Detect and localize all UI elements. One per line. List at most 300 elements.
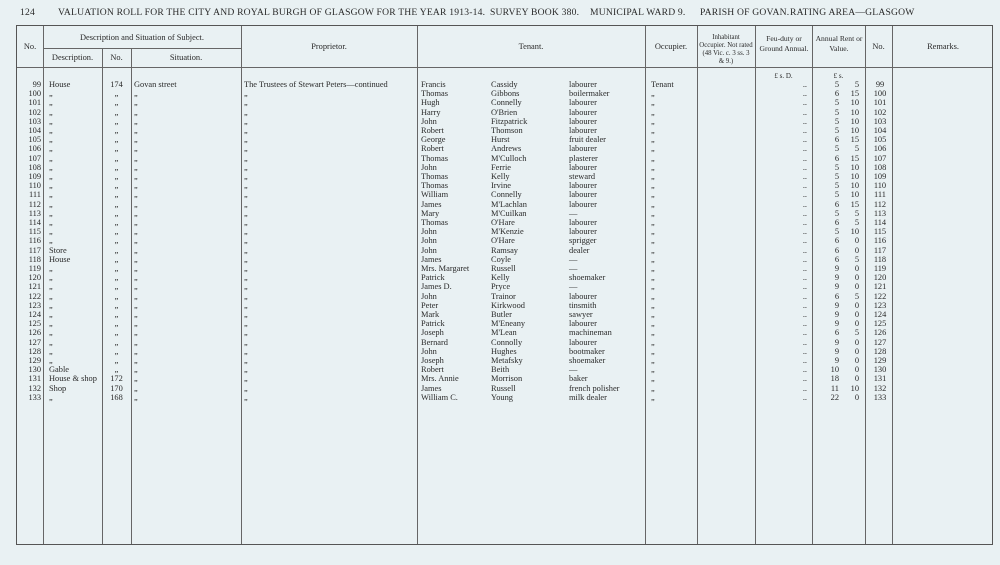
row-description: „ bbox=[49, 89, 53, 99]
row-occupier: „ bbox=[651, 356, 655, 365]
row-rent-pounds: 9 bbox=[834, 337, 839, 347]
row-situation: „ bbox=[134, 291, 138, 301]
row-situation: „ bbox=[134, 245, 138, 255]
row-tenant-last: Fitzpatrick bbox=[491, 116, 528, 126]
row-feu: .. bbox=[802, 227, 807, 237]
row-no: 104 bbox=[28, 126, 41, 135]
row-rent-shillings: 0 bbox=[854, 319, 859, 329]
row-situation: „ bbox=[134, 392, 138, 402]
row-rent-pounds: 5 bbox=[834, 227, 839, 237]
row-tenant-trade: fruit dealer bbox=[569, 135, 606, 145]
row-rent-pounds: 5 bbox=[834, 98, 839, 108]
row-description: „ bbox=[49, 273, 53, 283]
row-subno: „ bbox=[114, 310, 119, 319]
row-rent-shillings: 5 bbox=[854, 328, 859, 338]
row-tenant-first: Mrs. Margaret bbox=[421, 264, 470, 273]
row-tenant-trade: — bbox=[569, 254, 578, 264]
row-feu: .. bbox=[802, 356, 807, 365]
row-tenant-last: Kelly bbox=[491, 172, 510, 181]
row-tenant-first: William bbox=[421, 190, 449, 200]
row-no-right: 128 bbox=[873, 346, 887, 356]
row-description: „ bbox=[49, 135, 53, 145]
row-no-right: 107 bbox=[873, 153, 887, 163]
row-subno: „ bbox=[114, 181, 119, 191]
row-rent-pounds: 6 bbox=[834, 199, 839, 209]
row-rent-shillings: 10 bbox=[850, 116, 859, 126]
row-no-right: 114 bbox=[873, 218, 887, 227]
row-occupier: „ bbox=[651, 337, 655, 347]
row-proprietor: „ bbox=[244, 392, 248, 402]
col-desc-group: Description and Situation of Subject. bbox=[80, 33, 204, 42]
row-description: „ bbox=[49, 328, 53, 338]
row-tenant-last: Trainor bbox=[491, 291, 516, 301]
row-tenant-last: O'Hare bbox=[491, 236, 515, 246]
row-tenant-last: Butler bbox=[491, 310, 512, 319]
row-situation: „ bbox=[134, 135, 138, 145]
row-description: „ bbox=[49, 227, 53, 237]
row-situation: „ bbox=[134, 199, 138, 209]
row-feu: .. bbox=[802, 264, 807, 273]
row-tenant-trade: plasterer bbox=[569, 153, 598, 163]
row-description: House bbox=[49, 80, 71, 89]
row-proprietor: „ bbox=[244, 300, 248, 310]
row-tenant-first: Patrick bbox=[421, 273, 445, 283]
row-rent-pounds: 6 bbox=[834, 218, 839, 227]
row-subno: „ bbox=[114, 172, 119, 181]
row-subno: „ bbox=[114, 282, 119, 292]
valuation-table bbox=[16, 25, 993, 545]
row-occupier: „ bbox=[651, 144, 655, 154]
row-occupier: „ bbox=[651, 227, 655, 237]
row-no: 112 bbox=[28, 199, 41, 209]
row-tenant-first: Mary bbox=[421, 208, 440, 218]
row-description: „ bbox=[49, 190, 53, 200]
row-tenant-last: M'Lean bbox=[491, 328, 517, 338]
row-description: „ bbox=[49, 98, 53, 108]
row-tenant-first: James bbox=[421, 383, 442, 393]
row-tenant-trade: labourer bbox=[569, 181, 597, 191]
row-no: 107 bbox=[28, 153, 41, 163]
row-tenant-trade: labourer bbox=[569, 218, 597, 227]
row-tenant-last: Kelly bbox=[491, 273, 510, 283]
row-occupier: „ bbox=[651, 245, 655, 255]
row-occupier: „ bbox=[651, 218, 655, 227]
row-situation: „ bbox=[134, 116, 138, 126]
row-proprietor: „ bbox=[244, 282, 248, 292]
row-rent-shillings: 15 bbox=[850, 199, 859, 209]
col-tenant: Tenant. bbox=[518, 42, 544, 51]
row-rent-pounds: 9 bbox=[834, 310, 839, 319]
row-situation: „ bbox=[134, 273, 138, 283]
row-rent-shillings: 5 bbox=[854, 291, 859, 301]
row-tenant-first: Thomas bbox=[421, 181, 448, 191]
row-rent-shillings: 0 bbox=[854, 282, 859, 292]
row-rent-shillings: 10 bbox=[850, 162, 859, 172]
row-rent-pounds: 22 bbox=[830, 392, 839, 402]
row-situation: „ bbox=[134, 319, 138, 329]
row-situation: „ bbox=[134, 356, 138, 365]
row-no: 119 bbox=[28, 264, 41, 273]
row-situation: „ bbox=[134, 172, 138, 181]
row-occupier: „ bbox=[651, 190, 655, 200]
row-no-right: 125 bbox=[873, 319, 887, 329]
row-tenant-first: Thomas bbox=[421, 172, 448, 181]
col-feu-duty: Feu-duty or Ground Annual. bbox=[759, 34, 809, 53]
row-no: 113 bbox=[28, 208, 41, 218]
row-tenant-last: Gibbons bbox=[491, 89, 520, 99]
row-subno: „ bbox=[114, 208, 119, 218]
row-subno: „ bbox=[114, 254, 119, 264]
row-description: Shop bbox=[49, 383, 67, 393]
row-situation: „ bbox=[134, 346, 138, 356]
row-feu: .. bbox=[802, 172, 807, 181]
row-subno: „ bbox=[114, 356, 119, 365]
row-no-right: 104 bbox=[873, 126, 887, 135]
row-no: 109 bbox=[28, 172, 41, 181]
row-occupier: „ bbox=[651, 282, 655, 292]
row-no: 128 bbox=[28, 346, 41, 356]
row-situation: „ bbox=[134, 162, 138, 172]
row-proprietor: „ bbox=[244, 337, 248, 347]
row-no: 99 bbox=[32, 80, 41, 89]
row-no-right: 126 bbox=[873, 328, 887, 338]
row-description: „ bbox=[49, 172, 53, 181]
col-situation: Situation. bbox=[169, 53, 203, 62]
row-rent-shillings: 0 bbox=[854, 337, 859, 347]
row-feu: .. bbox=[802, 300, 807, 310]
row-rent-shillings: 0 bbox=[854, 346, 859, 356]
row-situation: „ bbox=[134, 365, 138, 375]
row-occupier: „ bbox=[651, 300, 655, 310]
row-tenant-trade: labourer bbox=[569, 98, 597, 108]
row-feu: .. bbox=[802, 190, 807, 200]
col-occupier: Occupier. bbox=[654, 42, 688, 51]
row-subno: „ bbox=[114, 337, 119, 347]
row-tenant-first: Patrick bbox=[421, 319, 445, 329]
row-subno: „ bbox=[114, 135, 119, 145]
row-occupier: „ bbox=[651, 153, 655, 163]
row-occupier: „ bbox=[651, 365, 655, 375]
row-tenant-last: Andrews bbox=[491, 144, 522, 154]
row-tenant-last: Connelly bbox=[491, 190, 522, 200]
row-no-right: 132 bbox=[873, 383, 887, 393]
row-tenant-first: George bbox=[421, 135, 446, 145]
row-no-right: 108 bbox=[873, 162, 887, 172]
row-subno: „ bbox=[114, 365, 119, 375]
row-occupier: „ bbox=[651, 135, 655, 145]
row-tenant-trade: baker bbox=[569, 374, 588, 384]
row-subno: „ bbox=[114, 273, 119, 283]
row-rent-pounds: 6 bbox=[834, 236, 839, 246]
row-no-right: 101 bbox=[873, 98, 887, 108]
row-subno: „ bbox=[114, 328, 119, 338]
row-rent-shillings: 0 bbox=[854, 356, 859, 365]
row-situation: Govan street bbox=[134, 80, 177, 89]
row-proprietor: „ bbox=[244, 383, 248, 393]
row-no-right: 102 bbox=[873, 107, 887, 117]
row-no-right: 120 bbox=[873, 273, 887, 283]
row-tenant-trade: labourer bbox=[569, 144, 597, 154]
row-subno: „ bbox=[114, 199, 119, 209]
row-rent-shillings: 10 bbox=[850, 181, 859, 191]
row-subno: 168 bbox=[110, 392, 123, 402]
row-occupier: „ bbox=[651, 254, 655, 264]
row-feu: .. bbox=[802, 98, 807, 108]
row-no-right: 111 bbox=[874, 190, 886, 200]
row-description: „ bbox=[49, 199, 53, 209]
row-tenant-trade: labourer bbox=[569, 291, 597, 301]
row-rent-pounds: 5 bbox=[834, 181, 839, 191]
row-tenant-last: Metafsky bbox=[491, 356, 523, 365]
row-proprietor: „ bbox=[244, 365, 248, 375]
row-tenant-first: Thomas bbox=[421, 153, 448, 163]
row-no: 122 bbox=[28, 291, 41, 301]
row-occupier: „ bbox=[651, 374, 655, 384]
row-feu: .. bbox=[802, 89, 807, 99]
row-no: 127 bbox=[28, 337, 41, 347]
row-feu: .. bbox=[802, 254, 807, 264]
row-subno: „ bbox=[114, 346, 119, 356]
row-rent-shillings: 0 bbox=[854, 310, 859, 319]
row-occupier: „ bbox=[651, 310, 655, 319]
row-no-right: 112 bbox=[873, 199, 887, 209]
row-tenant-trade: — bbox=[569, 282, 578, 292]
col-no: No. bbox=[23, 42, 37, 51]
row-rent-pounds: 10 bbox=[830, 365, 839, 375]
row-rent-shillings: 10 bbox=[850, 383, 859, 393]
row-situation: „ bbox=[134, 153, 138, 163]
row-rent-shillings: 0 bbox=[854, 365, 859, 375]
row-tenant-trade: sprigger bbox=[569, 236, 597, 246]
row-no: 117 bbox=[28, 245, 41, 255]
row-rent-shillings: 0 bbox=[854, 245, 859, 255]
row-tenant-first: John bbox=[421, 116, 437, 126]
col-proprietor: Proprietor. bbox=[311, 42, 347, 51]
row-rent-pounds: 9 bbox=[834, 356, 839, 365]
row-tenant-last: M'Lachlan bbox=[491, 199, 527, 209]
row-feu: .. bbox=[802, 162, 807, 172]
row-feu: .. bbox=[802, 273, 807, 283]
row-no: 132 bbox=[28, 383, 41, 393]
row-no: 108 bbox=[28, 162, 41, 172]
row-feu: .. bbox=[802, 392, 807, 402]
row-rent-pounds: 5 bbox=[834, 162, 839, 172]
row-occupier: „ bbox=[651, 162, 655, 172]
row-tenant-last: Ramsay bbox=[491, 245, 518, 255]
row-no-right: 122 bbox=[873, 291, 887, 301]
row-feu: .. bbox=[802, 282, 807, 292]
row-no-right: 117 bbox=[873, 245, 887, 255]
row-occupier: „ bbox=[651, 392, 655, 402]
row-subno: „ bbox=[114, 98, 119, 108]
row-proprietor: „ bbox=[244, 116, 248, 126]
row-rent-pounds: 6 bbox=[834, 291, 839, 301]
row-feu: .. bbox=[802, 245, 807, 255]
row-proprietor: „ bbox=[244, 218, 248, 227]
row-situation: „ bbox=[134, 107, 138, 117]
row-feu: .. bbox=[802, 80, 807, 89]
row-tenant-last: O'Hare bbox=[491, 218, 515, 227]
row-subno: „ bbox=[114, 89, 119, 99]
row-description: „ bbox=[49, 346, 53, 356]
row-feu: .. bbox=[802, 144, 807, 154]
row-occupier: „ bbox=[651, 98, 655, 108]
row-no-right: 121 bbox=[873, 282, 887, 292]
row-no: 121 bbox=[28, 282, 41, 292]
row-tenant-last: M'Eneany bbox=[491, 319, 526, 329]
row-rent-pounds: 5 bbox=[834, 190, 839, 200]
row-proprietor: „ bbox=[244, 135, 248, 145]
row-occupier: „ bbox=[651, 264, 655, 273]
row-description: „ bbox=[49, 319, 53, 329]
col-inhabitant: Inhabitant Occupier. Not rated (48 Vic. c. 3 ss. 3 & 9.) bbox=[699, 34, 753, 65]
row-description: House & shop bbox=[49, 374, 97, 384]
row-tenant-last: Kirkwood bbox=[491, 300, 525, 310]
row-occupier: „ bbox=[651, 383, 655, 393]
row-tenant-first: Thomas bbox=[421, 218, 448, 227]
row-no-right: 99 bbox=[875, 80, 885, 89]
row-no-right: 105 bbox=[873, 135, 887, 145]
row-no: 116 bbox=[28, 236, 41, 246]
row-description: Gable bbox=[49, 365, 69, 375]
row-no: 105 bbox=[28, 135, 41, 145]
row-no: 102 bbox=[28, 107, 41, 117]
row-tenant-last: Coyle bbox=[491, 254, 512, 264]
row-feu: .. bbox=[802, 291, 807, 301]
row-tenant-first: John bbox=[421, 236, 437, 246]
row-no-right: 116 bbox=[873, 236, 887, 246]
row-tenant-trade: labourer bbox=[569, 80, 597, 89]
row-tenant-first: Mark bbox=[421, 310, 440, 319]
row-subno: „ bbox=[114, 291, 119, 301]
col-annual-rent: Annual Rent or Value. bbox=[815, 34, 863, 53]
row-occupier: „ bbox=[651, 328, 655, 338]
row-description: „ bbox=[49, 162, 53, 172]
row-rent-shillings: 10 bbox=[850, 126, 859, 135]
row-subno: „ bbox=[114, 162, 119, 172]
row-occupier: „ bbox=[651, 199, 655, 209]
row-tenant-trade: labourer bbox=[569, 116, 597, 126]
row-no: 133 bbox=[28, 392, 41, 402]
row-proprietor: „ bbox=[244, 273, 248, 283]
row-subno: 174 bbox=[110, 80, 123, 89]
row-tenant-last: Connolly bbox=[491, 337, 523, 347]
rent-units: £ s. bbox=[833, 72, 844, 80]
row-rent-pounds: 6 bbox=[834, 153, 839, 163]
row-rent-pounds: 9 bbox=[834, 282, 839, 292]
row-tenant-first: Robert bbox=[421, 126, 444, 135]
row-no-right: 113 bbox=[873, 208, 887, 218]
row-tenant-last: Beith bbox=[491, 365, 510, 375]
row-rent-pounds: 5 bbox=[834, 107, 839, 117]
row-feu: .. bbox=[802, 181, 807, 191]
row-no-right: 119 bbox=[873, 264, 887, 273]
row-rent-shillings: 15 bbox=[850, 153, 859, 163]
row-situation: „ bbox=[134, 254, 138, 264]
row-no: 123 bbox=[28, 300, 41, 310]
row-situation: „ bbox=[134, 190, 138, 200]
row-subno: 170 bbox=[110, 383, 123, 393]
row-description: „ bbox=[49, 181, 53, 191]
row-proprietor: „ bbox=[244, 208, 248, 218]
row-description: House bbox=[49, 254, 71, 264]
row-description: „ bbox=[49, 116, 53, 126]
row-description: „ bbox=[49, 337, 53, 347]
col-subno: No. bbox=[110, 53, 123, 62]
row-tenant-trade: labourer bbox=[569, 227, 597, 237]
row-feu: .. bbox=[802, 319, 807, 329]
row-rent-shillings: 10 bbox=[850, 107, 859, 117]
roll-title: VALUATION ROLL FOR THE CITY AND ROYAL BURGH OF GLASGOW FOR THE YEAR 1913-14. bbox=[58, 7, 486, 18]
row-tenant-trade: labourer bbox=[569, 107, 597, 117]
row-tenant-trade: labourer bbox=[569, 190, 597, 200]
row-no: 110 bbox=[28, 181, 41, 191]
row-proprietor: „ bbox=[244, 144, 248, 154]
row-situation: „ bbox=[134, 227, 138, 237]
row-feu: .. bbox=[802, 337, 807, 347]
row-tenant-last: O'Brien bbox=[491, 107, 518, 117]
row-no-right: 130 bbox=[873, 365, 887, 375]
row-subno: „ bbox=[114, 190, 119, 200]
row-no: 124 bbox=[28, 310, 41, 319]
row-proprietor: The Trustees of Stewart Peters—continued bbox=[244, 80, 388, 89]
row-feu: .. bbox=[802, 135, 807, 145]
row-tenant-last: Pryce bbox=[491, 282, 511, 292]
row-proprietor: „ bbox=[244, 254, 248, 264]
row-no: 114 bbox=[28, 218, 41, 227]
row-feu: .. bbox=[802, 236, 807, 246]
row-occupier: „ bbox=[651, 126, 655, 135]
row-rent-shillings: 10 bbox=[850, 98, 859, 108]
row-feu: .. bbox=[802, 365, 807, 375]
row-feu: .. bbox=[802, 346, 807, 356]
row-occupier: Tenant bbox=[651, 80, 674, 89]
row-subno: „ bbox=[114, 153, 119, 163]
row-proprietor: „ bbox=[244, 356, 248, 365]
row-tenant-last: Hurst bbox=[491, 135, 510, 145]
row-rent-pounds: 6 bbox=[834, 135, 839, 145]
row-tenant-trade: shoemaker bbox=[569, 356, 606, 365]
row-rent-pounds: 5 bbox=[834, 80, 839, 89]
row-description: „ bbox=[49, 144, 53, 154]
row-description: „ bbox=[49, 208, 53, 218]
row-feu: .. bbox=[802, 153, 807, 163]
row-rent-shillings: 5 bbox=[854, 80, 859, 89]
row-rent-pounds: 18 bbox=[830, 374, 839, 384]
row-tenant-trade: labourer bbox=[569, 199, 597, 209]
row-proprietor: „ bbox=[244, 264, 248, 273]
row-description: „ bbox=[49, 392, 53, 402]
row-tenant-trade: — bbox=[569, 208, 578, 218]
row-feu: .. bbox=[802, 328, 807, 338]
row-tenant-trade: machineman bbox=[569, 328, 612, 338]
row-rent-pounds: 5 bbox=[834, 172, 839, 181]
row-no: 118 bbox=[28, 254, 41, 264]
row-no: 131 bbox=[28, 374, 41, 384]
row-no: 100 bbox=[28, 89, 41, 99]
row-feu: .. bbox=[802, 374, 807, 384]
row-rent-pounds: 5 bbox=[834, 208, 839, 218]
row-no: 111 bbox=[29, 190, 41, 200]
row-tenant-last: Morrison bbox=[491, 374, 523, 384]
row-situation: „ bbox=[134, 374, 138, 384]
row-rent-pounds: 5 bbox=[834, 116, 839, 126]
row-proprietor: „ bbox=[244, 374, 248, 384]
row-feu: .. bbox=[802, 310, 807, 319]
row-rent-pounds: 9 bbox=[834, 300, 839, 310]
row-no: 125 bbox=[28, 319, 41, 329]
row-situation: „ bbox=[134, 310, 138, 319]
